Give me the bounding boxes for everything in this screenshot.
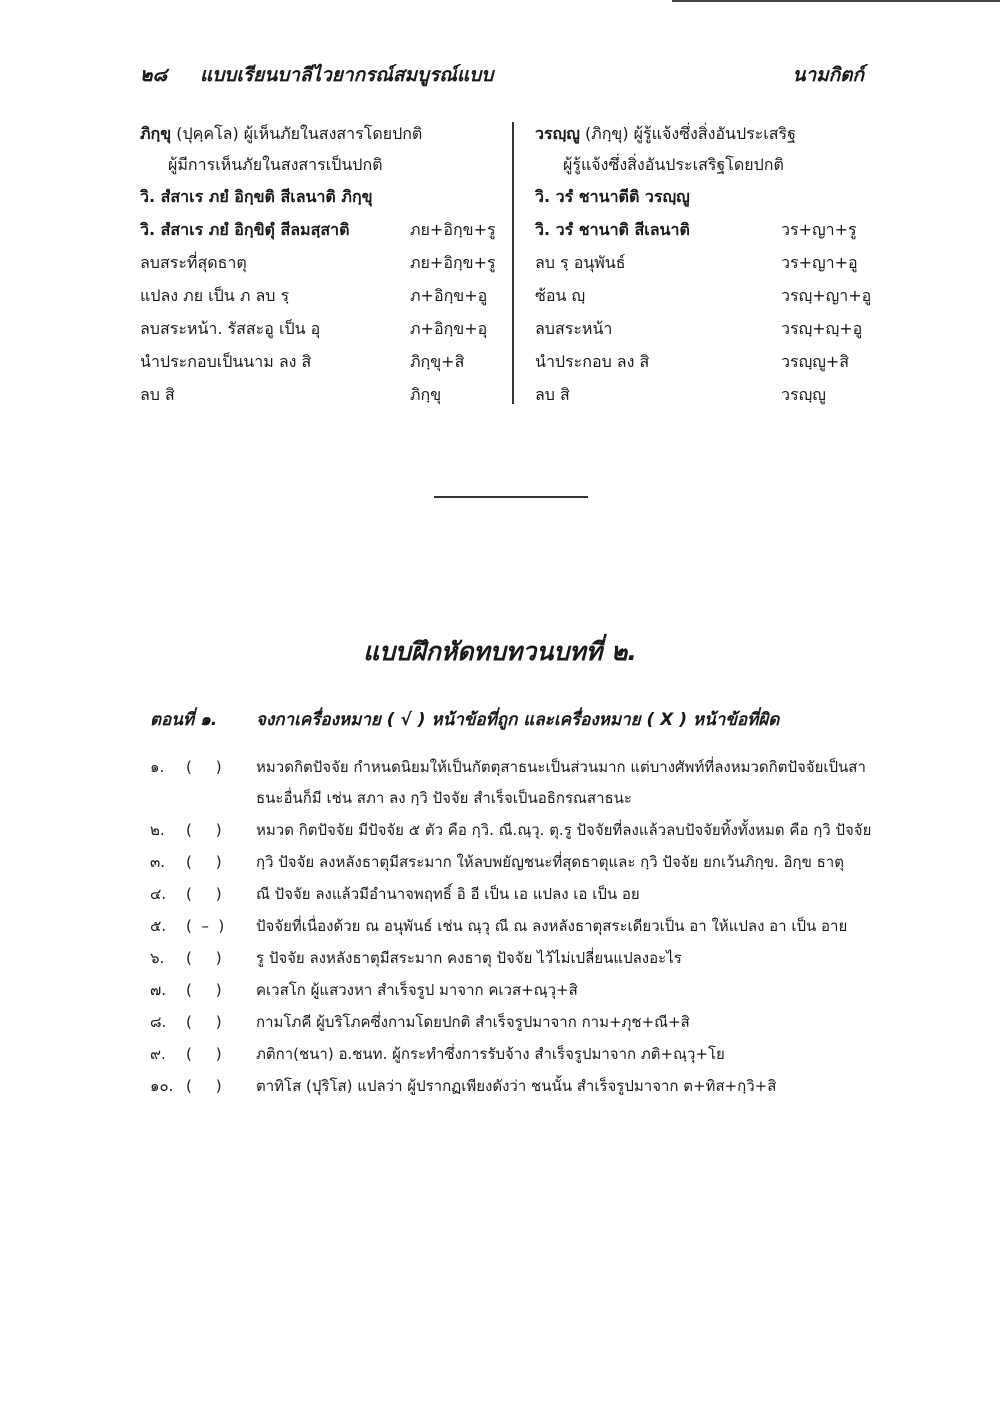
item-text: ตาทิโส (ปุริโส) แปลว่า ผู้ปรากฏเพียงดังว่า ชนนั้น สำเร็จรูปมาจาก ต+ทิส+กฺวิ+สิ xyxy=(256,1077,777,1095)
top-rule xyxy=(672,0,1000,2)
item-text: คเวสโก ผู้แสวงหา สำเร็จรูป มาจาก คเวส+ณฺวุ+สิ xyxy=(256,981,578,999)
step-text: ลบ สิ xyxy=(140,385,175,404)
item-number: ๖. xyxy=(150,949,165,967)
part-instruction: จงกาเครื่องหมาย ( √ ) หน้าข้อที่ถูก และเครื่องหมาย ( X ) หน้าข้อที่ผิด xyxy=(256,710,780,730)
step-text: ซ้อน ญฺ xyxy=(535,286,586,305)
step-result: วรญฺ+ญา+อู xyxy=(781,286,872,305)
left-step xyxy=(140,279,492,312)
exercise-item xyxy=(150,975,880,1006)
left-derivation xyxy=(140,118,496,411)
left-vi2 xyxy=(140,213,496,246)
exercise-item xyxy=(150,943,880,974)
item-text: ภติกา(ชนา) อ.ชนท. ผู้กระทำซึ่งการรับจ้าง สำเร็จรูปมาจาก ภติ+ณฺวุ+โย xyxy=(256,1045,725,1063)
answer-blank[interactable]: ( ) xyxy=(186,1045,222,1063)
step-result: ภย+อิกฺข+รู xyxy=(410,253,496,272)
right-step xyxy=(535,345,865,378)
answer-blank[interactable]: ( ) xyxy=(186,885,222,903)
page-number: ๒๘ xyxy=(140,64,168,86)
item-number: ๘. xyxy=(150,1013,167,1031)
right-heading-line2: ผู้รู้แจ้งซึ่งสิ่งอันประเสริฐโดยปกติ xyxy=(563,155,784,174)
section-divider xyxy=(434,496,588,498)
left-step xyxy=(140,246,496,279)
step-result: ภิกฺขุ+สิ xyxy=(410,352,465,371)
right-vi2-result: วร+ญา+รู xyxy=(781,220,857,239)
step-text: นำประกอบเป็นนาม ลง สิ xyxy=(140,352,312,371)
right-vi2-text: วิ. วรํ ชานาติ สีเลนาติ xyxy=(535,220,690,239)
exercise-item xyxy=(150,752,880,814)
section-name: นามกิตก์ xyxy=(792,64,864,86)
right-vi1: วิ. วรํ ชานาตีติ วรญฺญู xyxy=(535,187,690,206)
right-heading-word: วรญฺญู xyxy=(535,124,580,143)
left-heading-line2: ผู้มีการเห็นภัยในสงสารเป็นปกติ xyxy=(168,155,383,174)
step-text: นำประกอบ ลง สิ xyxy=(535,352,650,371)
exercise-item xyxy=(150,1007,880,1038)
left-vi2-text: วิ. สํสาเร ภยํ อิกฺขิตุํ สีลมสฺสาติ xyxy=(140,220,350,239)
answer-blank[interactable]: ( ) xyxy=(186,1013,222,1031)
step-result: วรญฺ+ญฺ+อู xyxy=(781,319,863,338)
step-text: แปลง ภย เป็น ภ ลบ รฺ xyxy=(140,286,290,305)
step-result: ภิกฺขุ xyxy=(410,385,442,404)
left-vi2-result: ภย+อิกฺข+รู xyxy=(410,220,496,239)
left-step xyxy=(140,312,492,345)
item-text: ปัจจัยที่เนื่องด้วย ณ อนุพันธ์ เช่น ณฺวุ ณี ณ ลงหลังธาตุสระเดียวเป็น อา ให้แปลง อา เป็น อาย xyxy=(256,917,848,935)
item-number: ๕. xyxy=(150,917,167,935)
item-text: ณี ปัจจัย ลงแล้วมีอำนาจพฤทธิ์ อิ อี เป็น เอ แปลง เอ เป็น อย xyxy=(256,885,640,903)
step-text: ลบสระหน้า xyxy=(535,319,613,338)
right-heading-rest: (ภิกฺขุ) ผู้รู้แจ้งซึ่งสิ่งอันประเสริฐ xyxy=(584,124,796,143)
left-step xyxy=(140,345,492,378)
item-number: ๙. xyxy=(150,1045,166,1063)
exercise-title: แบบฝึกหัดทบทวนบทที่ ๒. xyxy=(363,637,637,666)
item-number: ๔. xyxy=(150,885,167,903)
item-number: ๒. xyxy=(150,821,165,839)
right-vi2 xyxy=(535,213,865,246)
exercise-item xyxy=(150,815,880,846)
answer-blank[interactable]: ( ) xyxy=(186,758,222,776)
step-text: ลบสระที่สุดธาตุ xyxy=(140,253,247,272)
step-result: ภ+อิกฺข+อุ xyxy=(410,319,488,338)
step-text: ลบสระหน้า. รัสสะอู เป็น อุ xyxy=(140,319,321,338)
step-result: วรญฺญู xyxy=(781,385,826,404)
right-derivation xyxy=(535,118,872,411)
column-divider xyxy=(512,122,514,404)
book-title: แบบเรียนบาลีไวยากรณ์สมบูรณ์แบบ xyxy=(200,64,494,86)
exercise-item xyxy=(150,911,880,942)
answer-blank[interactable]: ( ) xyxy=(186,949,222,967)
answer-blank[interactable]: ( ) xyxy=(186,853,222,871)
answer-blank[interactable]: ( ) xyxy=(186,981,222,999)
left-heading-rest: (ปุคฺคโล) ผู้เห็นภัยในสงสารโดยปกติ xyxy=(176,124,423,143)
answer-blank[interactable]: ( ) xyxy=(186,1077,222,1095)
exercise-item xyxy=(150,1071,880,1102)
answer-blank[interactable]: ( – ) xyxy=(186,917,225,935)
step-result: ภ+อิกฺข+อู xyxy=(410,286,488,305)
step-text: ลบ รฺ อนุพันธ์ xyxy=(535,253,626,272)
answer-blank[interactable]: ( ) xyxy=(186,821,222,839)
exercise-items xyxy=(150,752,880,1103)
left-heading xyxy=(140,118,492,149)
item-number: ๑๐. xyxy=(150,1077,174,1095)
exercise-item xyxy=(150,879,880,910)
left-heading-word: ภิกฺขุ xyxy=(140,124,172,143)
step-result: วร+ญา+อู xyxy=(781,253,858,272)
item-text: หมวดกิตปัจจัย กำหนดนิยมให้เป็นกัตตุสาธนะเป็นส่วนมาก แต่บางศัพท์ที่ลงหมวดกิตปัจจัยเป็นสาธนะอื่นก็มี เช่น สภา ลง กฺวิ ปัจจัย สำเร็จเป็นอธิกรณสาธนะ xyxy=(256,758,866,807)
left-step xyxy=(140,378,492,411)
page-header xyxy=(140,60,864,90)
item-number: ๓. xyxy=(150,853,166,871)
right-heading xyxy=(535,118,865,149)
right-step xyxy=(535,279,872,312)
item-text: กฺวิ ปัจจัย ลงหลังธาตุมีสระมาก ให้ลบพยัญชนะที่สุดธาตุและ กฺวิ ปัจจัย ยกเว้นภิกฺข. อิกฺข ธาตุ xyxy=(256,853,844,871)
step-text: ลบ สิ xyxy=(535,385,570,404)
item-number: ๑. xyxy=(150,758,165,776)
item-number: ๗. xyxy=(150,981,167,999)
exercise-item xyxy=(150,847,880,878)
left-vi1: วิ. สํสาเร ภยํ อิกฺขติ สีเลนาติ ภิกฺขุ xyxy=(140,187,373,206)
right-step xyxy=(535,246,865,279)
part-label: ตอนที่ ๑. xyxy=(150,710,218,730)
item-text: กามโภคี ผู้บริโภคซึ่งกามโดยปกติ สำเร็จรูปมาจาก กาม+ภุช+ณี+สิ xyxy=(256,1013,690,1031)
item-text: หมวด กิตปัจจัย มีปัจจัย ๕ ตัว คือ กฺวิ. ณี.ณฺวุ. ตุ.รู ปัจจัยที่ลงแล้วลบปัจจัยทิ้งทั้งหมด คือ กฺวิ ปัจจัย xyxy=(256,821,872,839)
exercise-item xyxy=(150,1039,880,1070)
right-step xyxy=(535,312,865,345)
step-result: วรญฺญู+สิ xyxy=(781,352,850,371)
right-step xyxy=(535,378,865,411)
item-text: รู ปัจจัย ลงหลังธาตุมีสระมาก คงธาตุ ปัจจัย ไว้ไม่เปลี่ยนแปลงอะไร xyxy=(256,949,682,967)
